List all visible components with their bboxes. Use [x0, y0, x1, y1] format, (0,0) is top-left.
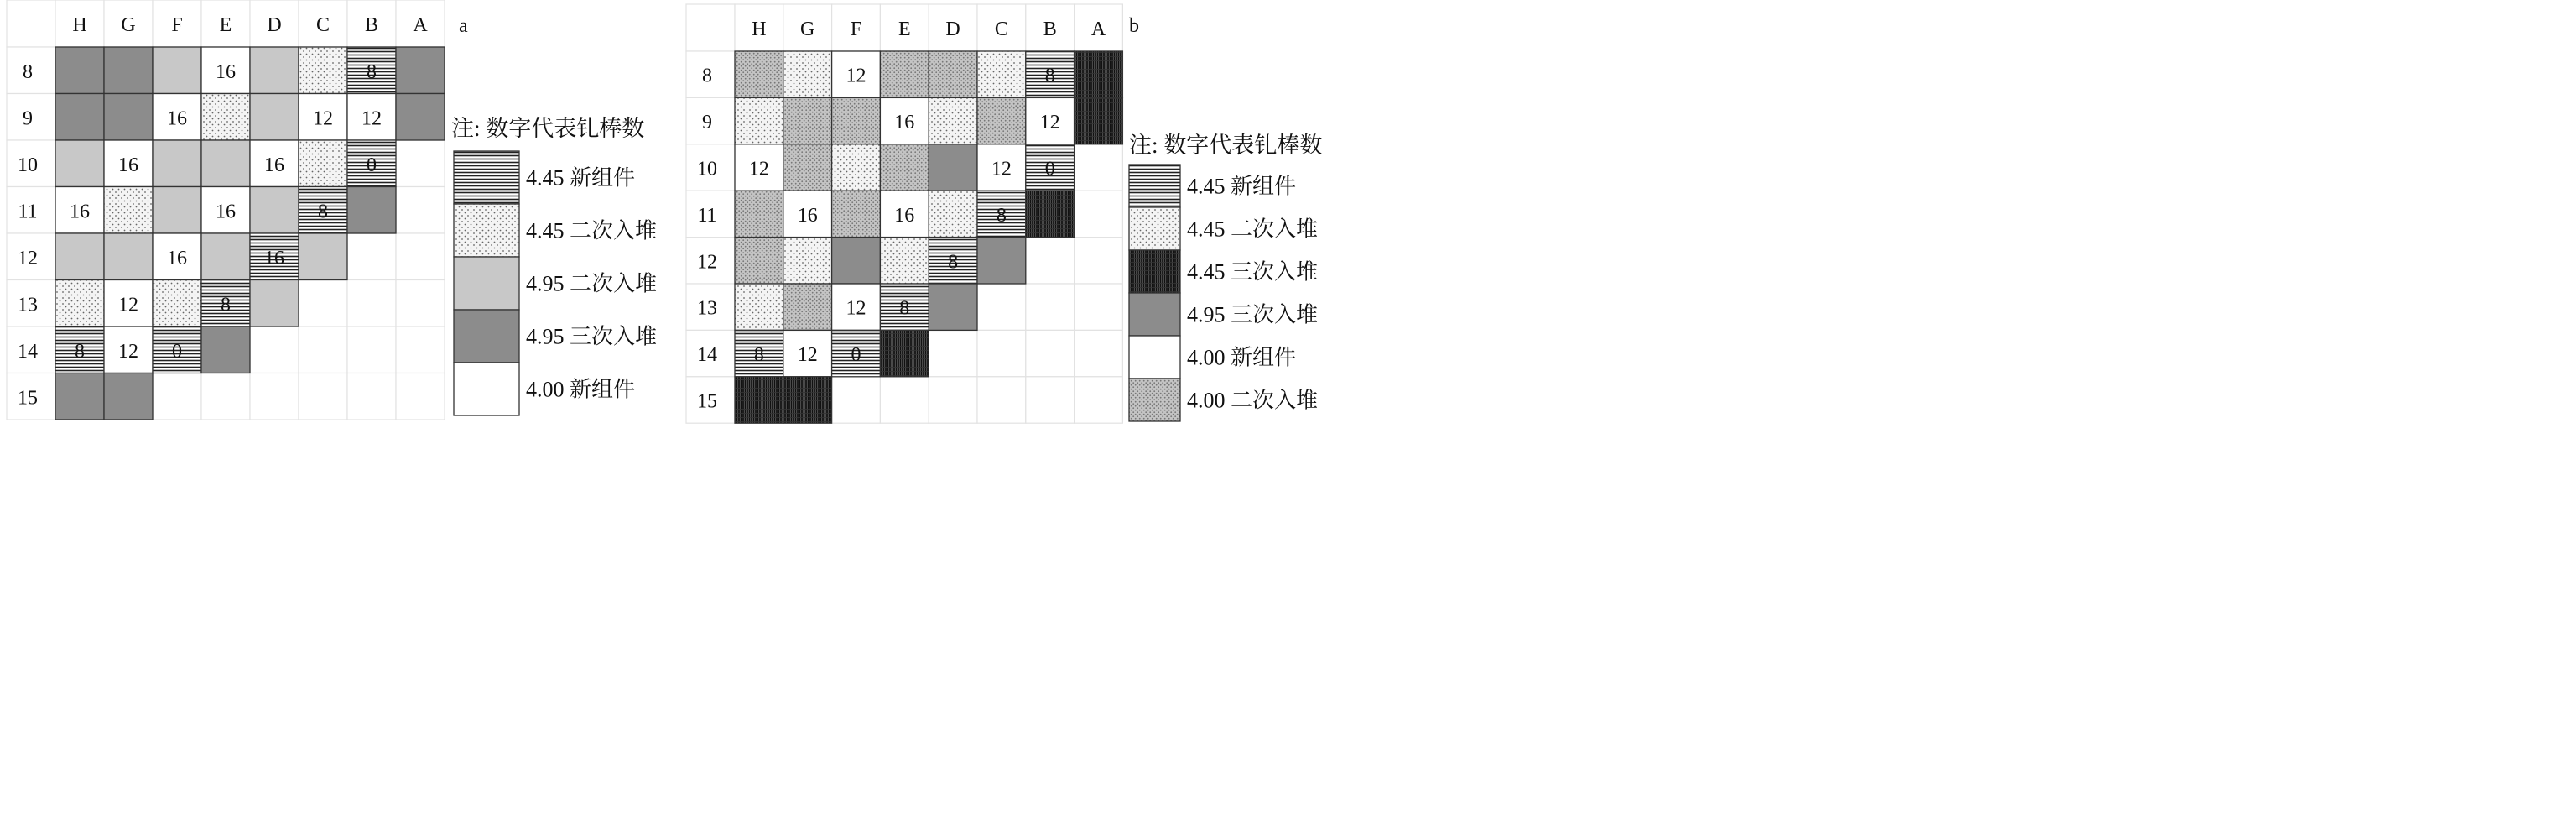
assembly-cell — [832, 238, 881, 284]
gd-rod-count: 16 — [264, 247, 284, 269]
gd-rod-count: 8 — [221, 294, 231, 316]
gd-rod-count: 8 — [75, 340, 85, 363]
assembly-cell — [153, 187, 201, 234]
grid-cell-bg — [7, 0, 55, 47]
grid-cell-bg — [299, 326, 347, 373]
row-header: 9 — [702, 112, 712, 134]
legend-label: 4.45 二次入堆 — [1187, 217, 1319, 242]
assembly-cell — [201, 326, 250, 373]
assembly-cell — [201, 140, 250, 187]
assembly-cell — [880, 144, 929, 191]
grid-cell-bg — [1075, 284, 1123, 330]
grid-cell-bg — [396, 326, 445, 373]
row-header: 8 — [23, 60, 33, 83]
assembly-cell — [929, 191, 977, 237]
legend-label: 4.45 新组件 — [526, 165, 636, 191]
column-header: A — [413, 14, 428, 36]
grid-cell-bg — [1026, 238, 1075, 284]
assembly-cell — [735, 51, 783, 97]
legend-label: 4.45 二次入堆 — [526, 218, 658, 243]
grid-cell-bg — [1075, 144, 1123, 191]
gd-rod-count: 16 — [167, 247, 187, 269]
column-header: F — [171, 14, 183, 36]
legend-swatch — [1129, 336, 1180, 379]
assembly-cell — [55, 94, 104, 141]
grid-cell-bg — [250, 373, 299, 420]
assembly-cell — [299, 47, 347, 94]
assembly-cell — [201, 233, 250, 280]
gd-rod-count: 12 — [991, 158, 1012, 180]
panel-b — [686, 4, 1322, 423]
column-header: B — [364, 14, 379, 36]
legend-swatch — [1129, 250, 1180, 293]
row-header: 9 — [23, 107, 33, 130]
assembly-cell — [250, 94, 299, 141]
assembly-cell — [1075, 51, 1123, 97]
gd-rod-count: 16 — [894, 204, 915, 227]
gd-rod-count: 8 — [1044, 65, 1055, 87]
row-header: 12 — [697, 251, 717, 274]
legend-label: 4.95 三次入堆 — [526, 324, 658, 349]
row-header: 10 — [697, 158, 717, 180]
row-header: 11 — [697, 204, 717, 227]
legend-swatch — [1129, 293, 1180, 336]
assembly-cell — [880, 330, 929, 376]
assembly-cell — [104, 47, 153, 94]
row-header: 13 — [18, 294, 38, 316]
column-header: D — [945, 18, 960, 40]
gd-rod-count: 12 — [748, 158, 769, 180]
gd-rod-count: 12 — [797, 344, 818, 367]
legend-label: 4.00 新组件 — [526, 377, 636, 402]
assembly-cell — [880, 51, 929, 97]
grid-cell-bg — [396, 280, 445, 327]
assembly-cell — [104, 233, 153, 280]
gd-rod-count: 0 — [172, 340, 182, 363]
gd-rod-count: 8 — [753, 344, 764, 367]
gd-rod-count: 16 — [167, 107, 187, 130]
grid-cell-bg — [832, 377, 881, 423]
assembly-cell — [1026, 191, 1075, 237]
column-header: C — [315, 14, 330, 36]
legend-swatch — [1129, 165, 1180, 207]
gd-rod-count: 8 — [367, 60, 377, 83]
grid-cell-bg — [929, 330, 977, 376]
column-header: F — [850, 18, 862, 40]
assembly-cell — [977, 97, 1026, 144]
grid-cell-bg — [1026, 377, 1075, 423]
gd-rod-count: 8 — [318, 201, 328, 223]
assembly-cell — [735, 238, 783, 284]
assembly-cell — [929, 51, 977, 97]
column-header: E — [219, 14, 232, 36]
column-header: G — [800, 18, 815, 40]
gd-rod-count: 8 — [899, 297, 910, 320]
assembly-cell — [104, 187, 153, 234]
row-header: 15 — [18, 387, 38, 410]
grid-cell-bg — [153, 373, 201, 420]
grid-cell-bg — [1026, 284, 1075, 330]
assembly-cell — [153, 280, 201, 327]
grid-cell-bg — [347, 326, 396, 373]
assembly-cell — [153, 47, 201, 94]
assembly-cell — [783, 284, 832, 330]
assembly-cell — [977, 238, 1026, 284]
grid-cell-bg — [1075, 377, 1123, 423]
gd-rod-count: 12 — [846, 297, 866, 320]
panel-label: a — [459, 15, 468, 37]
grid-cell-bg — [201, 373, 250, 420]
assembly-cell — [977, 51, 1026, 97]
legend-swatch — [1129, 207, 1180, 250]
gd-rod-count: 0 — [1044, 158, 1055, 180]
grid-cell-bg — [396, 233, 445, 280]
legend-swatch — [454, 204, 519, 257]
gd-rod-count: 12 — [846, 65, 866, 87]
row-header: 11 — [18, 201, 38, 223]
assembly-cell — [153, 140, 201, 187]
legend-label: 4.95 三次入堆 — [1187, 302, 1319, 327]
grid-cell-bg — [347, 280, 396, 327]
legend-swatch — [454, 151, 519, 204]
legend-label: 4.95 二次入堆 — [526, 271, 658, 296]
grid-cell-bg — [1026, 330, 1075, 376]
grid-cell-bg — [929, 377, 977, 423]
assembly-cell — [55, 280, 104, 327]
gd-rod-count: 16 — [216, 60, 236, 83]
column-header: H — [72, 14, 87, 36]
column-header: E — [898, 18, 911, 40]
grid-cell-bg — [347, 373, 396, 420]
row-header: 10 — [18, 154, 38, 176]
assembly-cell — [250, 187, 299, 234]
grid-cell-bg — [396, 373, 445, 420]
assembly-cell — [55, 47, 104, 94]
grid-cell-bg — [347, 233, 396, 280]
column-header: D — [267, 14, 282, 36]
gd-rod-count: 12 — [313, 107, 333, 130]
gd-rod-count: 8 — [996, 204, 1007, 227]
row-header: 13 — [697, 297, 717, 320]
grid-cell-bg — [977, 284, 1026, 330]
gd-rod-count: 12 — [1039, 112, 1060, 134]
assembly-cell — [104, 94, 153, 141]
gd-rod-count: 12 — [118, 294, 138, 316]
assembly-cell — [735, 191, 783, 237]
gd-rod-count: 16 — [894, 112, 915, 134]
grid-cell-bg — [977, 330, 1026, 376]
assembly-cell — [735, 284, 783, 330]
grid-cell-bg — [299, 373, 347, 420]
legend-label: 4.00 二次入堆 — [1187, 388, 1319, 413]
legend-note: 注: 数字代表钆棒数 — [451, 116, 645, 141]
assembly-cell — [832, 97, 881, 144]
panel-label: b — [1129, 15, 1139, 37]
panel-a — [7, 0, 657, 420]
assembly-cell — [396, 47, 445, 94]
legend-swatch — [1129, 379, 1180, 421]
grid-cell-bg — [299, 280, 347, 327]
grid-cell-bg — [396, 140, 445, 187]
legend-note: 注: 数字代表钆棒数 — [1129, 133, 1323, 158]
assembly-cell — [783, 238, 832, 284]
assembly-cell — [783, 97, 832, 144]
legend-swatch — [454, 310, 519, 363]
column-header: A — [1090, 18, 1106, 40]
row-header: 12 — [18, 247, 38, 269]
legend-swatch — [454, 363, 519, 415]
assembly-cell — [104, 373, 153, 420]
assembly-cell — [832, 191, 881, 237]
column-header: C — [994, 18, 1008, 40]
gd-rod-count: 12 — [118, 340, 138, 363]
grid-cell-bg — [880, 377, 929, 423]
grid-cell-bg — [686, 4, 735, 51]
assembly-cell — [396, 94, 445, 141]
row-header: 15 — [697, 390, 717, 413]
gd-rod-count: 16 — [70, 201, 90, 223]
row-header: 14 — [18, 340, 38, 363]
grid-cell-bg — [250, 326, 299, 373]
gd-rod-count: 8 — [948, 251, 959, 274]
gd-rod-count: 16 — [216, 201, 236, 223]
row-header: 14 — [697, 344, 717, 367]
assembly-cell — [299, 233, 347, 280]
grid-cell-bg — [1075, 238, 1123, 284]
column-header: G — [121, 14, 136, 36]
assembly-cell — [832, 144, 881, 191]
gd-rod-count: 16 — [797, 204, 818, 227]
gd-rod-count: 0 — [851, 344, 861, 367]
assembly-cell — [735, 97, 783, 144]
assembly-cell — [55, 140, 104, 187]
legend-label: 4.45 新组件 — [1187, 174, 1297, 199]
row-header: 8 — [702, 65, 712, 87]
grid-cell-bg — [396, 187, 445, 234]
assembly-cell — [880, 238, 929, 284]
legend-label: 4.00 新组件 — [1187, 345, 1297, 370]
assembly-cell — [55, 233, 104, 280]
legend-label: 4.45 三次入堆 — [1187, 259, 1319, 285]
gd-rod-count: 12 — [362, 107, 382, 130]
gd-rod-count: 16 — [264, 154, 284, 176]
assembly-cell — [783, 377, 832, 423]
gd-rod-count: 0 — [367, 154, 377, 176]
column-header: H — [752, 18, 767, 40]
assembly-cell — [929, 97, 977, 144]
column-header: B — [1043, 18, 1057, 40]
assembly-cell — [783, 51, 832, 97]
assembly-cell — [250, 47, 299, 94]
grid-cell-bg — [977, 377, 1026, 423]
grid-cell-bg — [1075, 191, 1123, 237]
assembly-cell — [783, 144, 832, 191]
assembly-cell — [55, 373, 104, 420]
gd-rod-count: 16 — [118, 154, 138, 176]
assembly-cell — [250, 280, 299, 327]
assembly-cell — [929, 284, 977, 330]
assembly-cell — [929, 144, 977, 191]
assembly-cell — [1075, 97, 1123, 144]
assembly-cell — [201, 94, 250, 141]
assembly-cell — [735, 377, 783, 423]
assembly-cell — [347, 187, 396, 234]
assembly-cell — [299, 140, 347, 187]
legend-swatch — [454, 257, 519, 310]
grid-cell-bg — [1075, 330, 1123, 376]
